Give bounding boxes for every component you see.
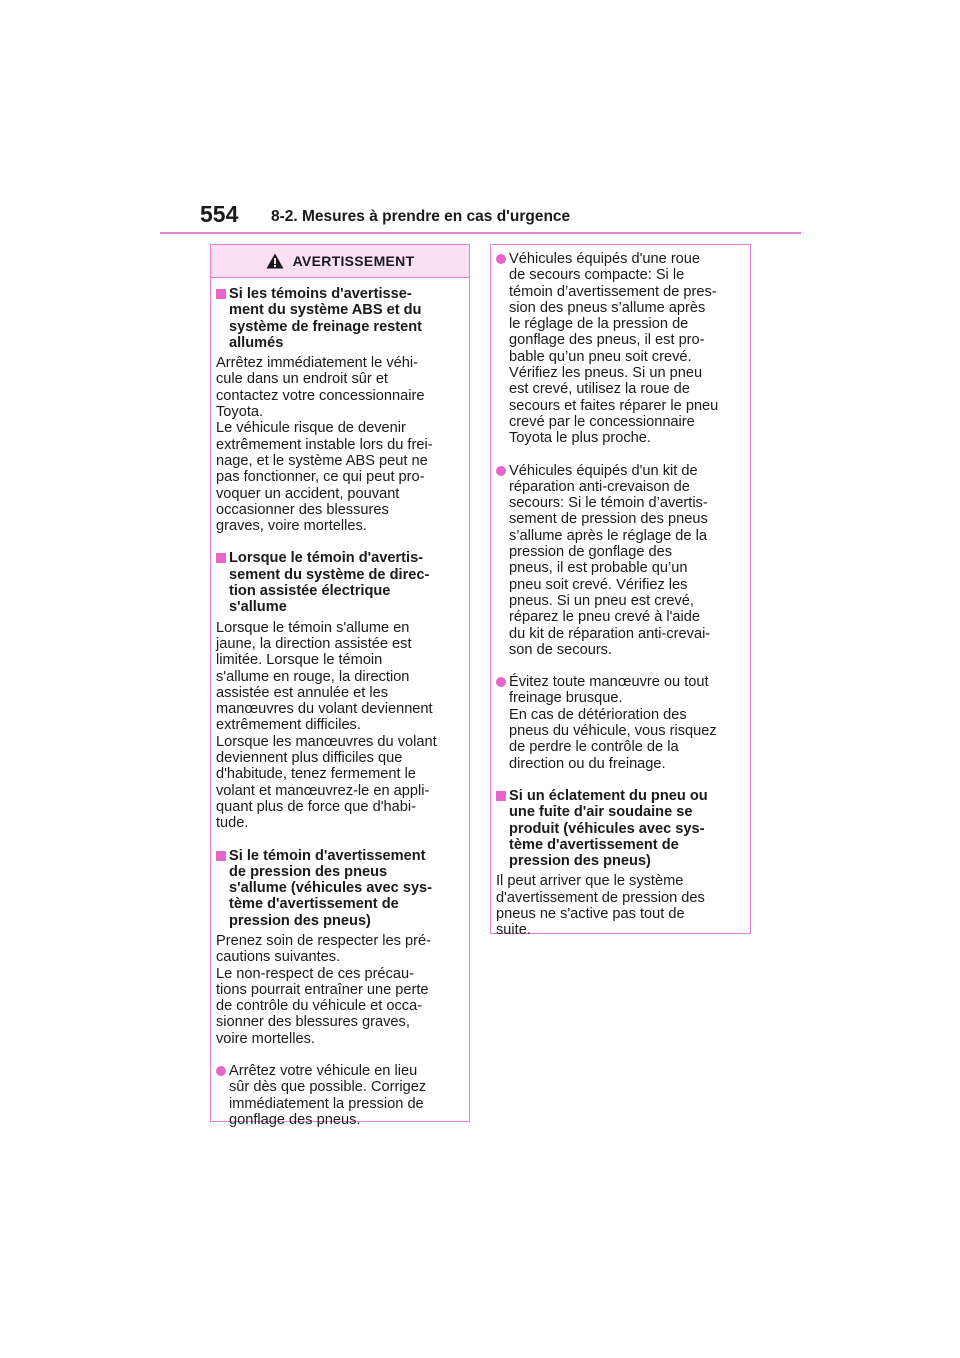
warning-panel-right — [490, 244, 751, 939]
page-header — [200, 200, 800, 232]
blowout-text: Il peut arriver que le système d'avertissement de pression des pneus ne s'active pas tout de suite. — [496, 873, 705, 939]
warning-header — [211, 245, 469, 278]
steering-warning-heading: Lorsque le témoin d'avertis- sement du système de direc- tion assistée électrique s'allume — [216, 550, 462, 615]
tire-pressure-warning-text: Prenez soin de respecter les pré- cautions suivantes. Le non-respect de ces précau- tions pourrait entraîner une perte de contrôle du véhicule et occa- sionner des blessures graves, voire mortelles. — [216, 932, 431, 1047]
abs-warning-heading: Si les témoins d'avertisse- ment du système ABS et du système de freinage restent allumés — [216, 286, 462, 351]
repair-kit-bullet: Véhicules équipés d'un kit de réparation anti-crevaison de secours: Si le témoin d’avertis- sement de pression des pneus s’allume après le réglage de la pression de gonflage des pneus, il est probable qu’un pneu soit crevé. Vérifiez les pneus. Si un pneu est crevé, réparez le pneu crevé à l'aide du kit de réparation anti-crevai- son de secours. — [496, 463, 743, 659]
abs-warning-text: Arrêtez immédiatement le véhi- cule dans un endroit sûr et contactez votre concessionnaire Toyota. Le véhicule risque de devenir extrêmement instable lors du frei- nage, et le système ABS peut ne pas fonctionner, ce qui peut pro- voquer un accident, pouvant occasionner des blessures graves, voire mortelles. — [216, 355, 433, 535]
warning-triangle-icon — [266, 253, 284, 269]
tire-pressure-warning-heading: Si le témoin d'avertissement de pression des pneus s'allume (véhicules avec sys- tème d'avertissement de pression des pneus) — [216, 848, 462, 929]
blowout-heading: Si un éclatement du pneu ou une fuite d'air soudaine se produit (véhicules avec sys- tème d'avertissement de pression des pneus) — [496, 788, 743, 869]
warning-panel-left — [210, 244, 470, 1128]
avoid-maneuver-bullet: Évitez toute manœuvre ou tout freinage brusque. En cas de détérioration des pneus du véhicule, vous risquez de perdre le contrôle de la direction ou du freinage. — [496, 674, 743, 772]
compact-spare-bullet: Véhicules équipés d'une roue de secours compacte: Si le témoin d’avertissement de pres- sion des pneus s’allume après le réglage de la pression de gonflage des pneus, il est pro- bable qu’un pneu soit crevé. Vérifiez les pneus. Si un pneu est crevé, utilisez la roue de secours et faites réparer le pneu crevé par le concessionnaire Toyota le plus proche. — [496, 251, 743, 447]
warning-title: AVERTISSEMENT — [292, 253, 415, 269]
page-number: 554 — [200, 201, 239, 227]
steering-warning-text: Lorsque le témoin s'allume en jaune, la direction assistée est limitée. Lorsque le témoin s'allume en rouge, la direction assistée est annulée et les manœuvres du volant deviennent extrêmement difficiles. Lorsque les manœuvres du volant deviennent plus difficiles que d'habitude, tenez fermement le volant et manœuvrez-le en appli- quant plus de force que d'habi- tude. — [216, 619, 437, 832]
header-divider — [160, 232, 801, 234]
stop-vehicle-bullet: Arrêtez votre véhicule en lieu sûr dès que possible. Corrigez immédiatement la pression de gonflage des pneus. — [216, 1063, 462, 1128]
section-title: 8-2. Mesures à prendre en cas d'urgence — [271, 208, 571, 225]
